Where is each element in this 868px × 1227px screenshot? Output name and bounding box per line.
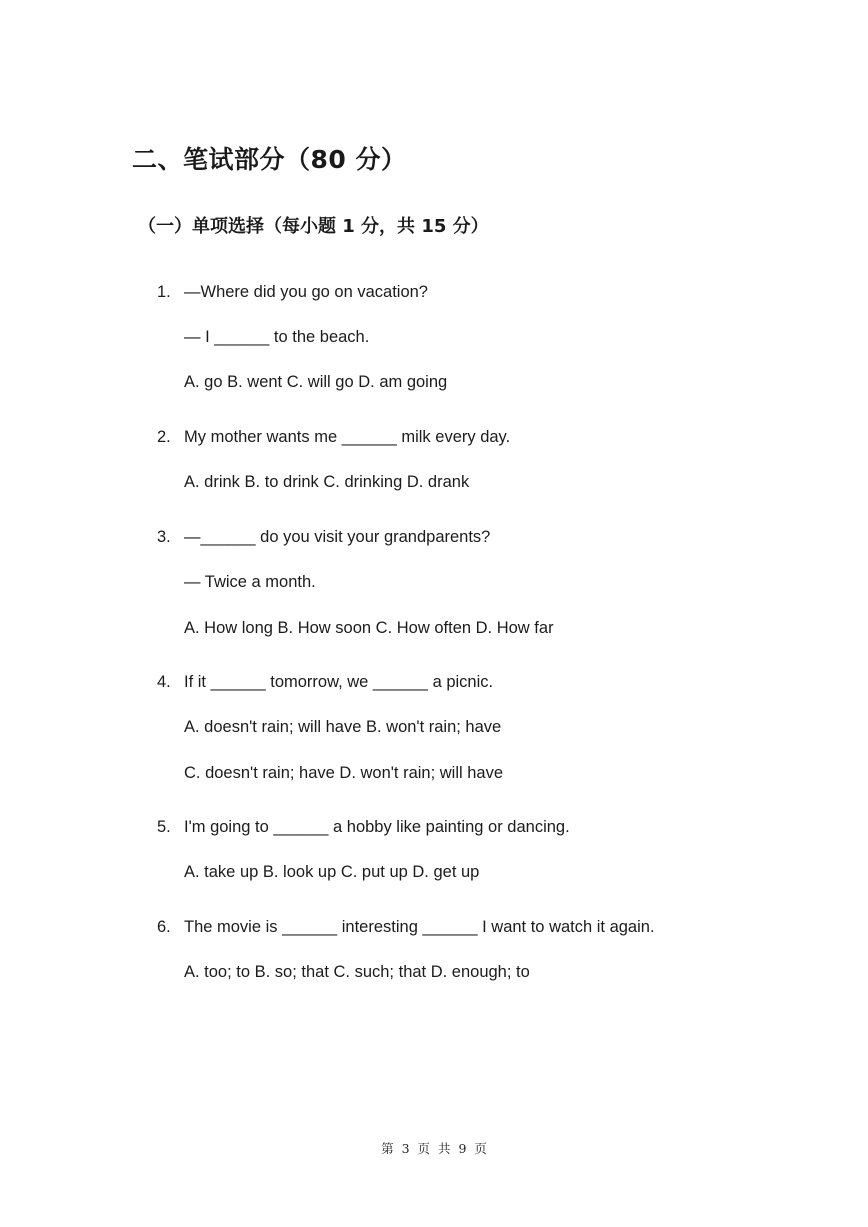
question-text: — Twice a month. bbox=[184, 573, 316, 591]
question-text: The movie is ______ interesting ______ I want to watch it again. bbox=[184, 918, 655, 936]
subsection-title: （一）单项选择（每小题 1 分，共 15 分） bbox=[138, 216, 489, 237]
answer-options: A. drink B. to drink C. drinking D. drank bbox=[184, 473, 470, 491]
question-number: 6. bbox=[157, 918, 171, 936]
question-number: 2. bbox=[157, 428, 171, 446]
question-text: —______ do you visit your grandparents? bbox=[184, 528, 491, 546]
question-number: 1. bbox=[157, 283, 171, 301]
answer-options: A. How long B. How soon C. How often D. How far bbox=[184, 619, 554, 637]
question-number: 4. bbox=[157, 673, 171, 691]
question-text: — I ______ to the beach. bbox=[184, 328, 370, 346]
question-number: 3. bbox=[157, 528, 171, 546]
page-footer: 第 3 页 共 9 页 bbox=[381, 1141, 487, 1156]
question-text: If it ______ tomorrow, we ______ a picnic. bbox=[184, 673, 494, 691]
section-title: 二、笔试部分（80 分） bbox=[132, 145, 407, 174]
answer-options: A. take up B. look up C. put up D. get up bbox=[184, 863, 480, 881]
question-text: I'm going to ______ a hobby like painting or dancing. bbox=[184, 818, 570, 836]
answer-options: A. go B. went C. will go D. am going bbox=[184, 373, 448, 391]
answer-options: A. doesn't rain; will have B. won't rain; have bbox=[184, 718, 502, 736]
question-text: My mother wants me ______ milk every day. bbox=[184, 428, 511, 446]
question-number: 5. bbox=[157, 818, 171, 836]
answer-options: A. too; to B. so; that C. such; that D. enough; to bbox=[184, 963, 530, 981]
question-text: —Where did you go on vacation? bbox=[184, 283, 428, 301]
answer-options: C. doesn't rain; have D. won't rain; will have bbox=[184, 764, 504, 782]
